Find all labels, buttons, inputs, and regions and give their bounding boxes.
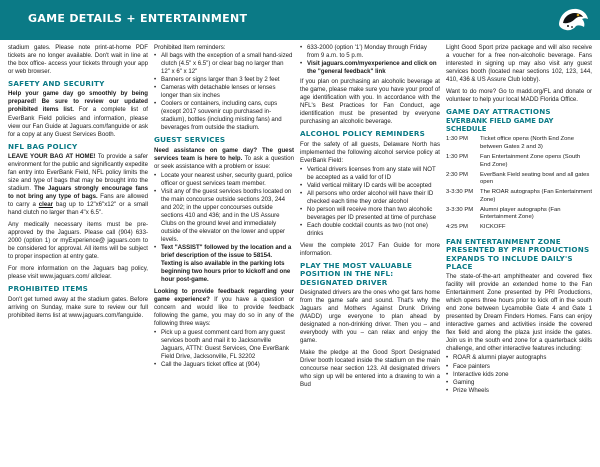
schedule-heading: EVERBANK FIELD GAME DAY SCHEDULE xyxy=(446,116,554,134)
assist-bold-text: Text "ASSIST" followed by the location and a brief description of the issue to 58154. xyxy=(161,244,292,260)
pledge-paragraph: Make the pledge at the Good Sport Designated Driver booth located inside the stadium on the main concourse near section 123. All designated drivers who sign up will be entered into a drawing to win a Bud xyxy=(300,349,440,389)
list-item: • Pick up a guest comment card from any guest services booth and mail it to Jacksonville Jaguars, ATTN: Guest Services, One EverBank Field Drive, Jacksonville, FL 32202 xyxy=(154,329,294,361)
guest-services-paragraph xyxy=(154,147,294,171)
schedule-time: 3-3:30 PM xyxy=(446,206,474,213)
attractions-heading: GAME DAY ATTRACTIONS xyxy=(446,107,551,117)
feedback-list xyxy=(154,329,294,369)
bag-policy-paragraph xyxy=(8,153,148,217)
reminders-list xyxy=(154,52,294,132)
schedule-desc: Ticket office opens (North End Zone between Gates 2 and 3) xyxy=(480,136,574,151)
bag-text-c: bag up to 12"x6"x12" or a small hand clutch no larger than 4"x 6.5". xyxy=(8,201,148,217)
prohibited-heading: PROHIBITED ITEMS xyxy=(8,284,89,294)
table-row xyxy=(446,136,592,154)
list-item: • Interactive kids zone xyxy=(446,371,592,379)
table-row xyxy=(446,172,592,190)
feedback-list-continued xyxy=(300,44,440,76)
safety-paragraph xyxy=(8,90,148,138)
jaguar-logo-icon xyxy=(556,4,590,36)
bag-text-b: Fans are allowed to carry a xyxy=(8,193,148,209)
list-item: • ROAR & alumni player autographs xyxy=(446,354,592,362)
list-item: • Vertical drivers licenses from any state will NOT be accepted as a valid for of ID xyxy=(300,166,440,182)
fan-guide-paragraph: View the complete 2017 Fan Guide for more information. xyxy=(300,241,440,257)
fan-zone-paragraph: The state-of-the-art amphitheater and covered flex facility will provide an extended home to the Fan Entertainment Zone presented by PRI Productions, which opens three hours prior to kick off in the south end zone between Lycamobile Gate 4 and Gate 1 presented by Dream Finders Homes. Fans can enjoy interactive games and activities inside the covered flex field and along the plaza just inside the gates. Join us in the south end zone for a quarterback skills challenge, and other interactive features including: xyxy=(446,273,592,353)
guest-services-list xyxy=(154,172,294,284)
table-row xyxy=(446,189,592,207)
alcohol-heading: ALCOHOL POLICY REMINDERS xyxy=(300,129,426,139)
column-4 xyxy=(446,44,592,463)
list-item: • Visit any of the guest services booths located on the main concourse outside sections 203, 244 and 202; in the upper concourses outside sections 410 and 436; and in the US Assure Clubs on the ground level and immediately outside of the elevator on the lower and upper levels. xyxy=(154,188,294,244)
assist-text: Texting is also available in the parking lots beginning two hours prior to kickoff and one hour post-game. xyxy=(161,260,291,284)
page-title: GAME DETAILS + ENTERTAINMENT xyxy=(28,12,248,25)
table-row xyxy=(446,154,592,172)
list-item: • Locate your nearest usher, security guard, police officer or guest services team member. xyxy=(154,172,294,188)
feedback-paragraph xyxy=(154,288,294,328)
bag-text-a: To provide a safer environment for the public and significantly expedite fan entry into EverBank Field, NFL policy limits the size and type of bags that may be brought into the stadium. xyxy=(8,152,148,192)
schedule-desc: EverBank Field seating bowl and all gates open xyxy=(480,171,590,186)
list-item: • No person will receive more than two alcoholic beverages per ID presented at time of purchase xyxy=(300,206,440,222)
list-item: • Valid vertical military ID cards will be accepted xyxy=(300,182,440,190)
designated-driver-heading: PLAY THE MOST VALUABLE POSITION IN THE NFL: DESIGNATED DRIVER xyxy=(300,261,413,287)
schedule-time: 2:30 PM xyxy=(446,171,468,178)
bag-bold-encourage: The Jaguars strongly encourage fans to not bring any type of bags. xyxy=(8,185,148,201)
list-item: • Prize Wheels xyxy=(446,387,592,395)
schedule-desc: Fan Entertainment Zone opens (South End Zone) xyxy=(480,154,581,168)
schedule-desc: The ROAR autographs (Fan Entertainment Zone) xyxy=(480,189,592,203)
safety-heading: SAFETY AND SECURITY xyxy=(8,79,105,89)
column-2 xyxy=(154,44,294,463)
list-item: • Cameras with detachable lenses or lenses longer than six inches xyxy=(154,84,294,100)
guest-text: To ask a question or seek assistance with a problem or issue: xyxy=(154,154,294,170)
schedule-table xyxy=(446,136,592,234)
feedback-bold-text: Looking to provide feedback regarding your game experience? xyxy=(154,288,294,304)
schedule-time: 3-3:30 PM xyxy=(446,189,474,196)
madd-paragraph: Want to do more? Go to madd.org/FL and donate or volunteer to help your local MADD Florida Office. xyxy=(446,88,592,104)
list-item: • Gaming xyxy=(446,379,592,387)
table-row xyxy=(446,207,592,225)
list-item: • Coolers or containers, including cans, cups (except 2017 souvenir cup purchased in-stadium), bottles (including misting fans) and beverages from outside the stadium. xyxy=(154,100,294,132)
schedule-desc: Alumni player autographs (Fan Entertainment Zone) xyxy=(480,206,561,221)
feedback-text: If you have a question or concern and would like to provide feedback following the game, you may do so in any of the following three ways: xyxy=(154,296,294,328)
reminders-label: Prohibited Item reminders: xyxy=(154,44,226,51)
alcohol-intro-paragraph: If you plan on purchasing an alcoholic beverage at the game, please make sure you have your proof of age identification with you. In accordance with the NFL's Best Practices for Fan Conduct, age identification must be presented by everyone purchasing an alcoholic beverage. xyxy=(300,78,440,126)
bag-bold-lead: LEAVE YOUR BAG AT HOME! xyxy=(8,152,96,160)
prohibited-paragraph: Don't get turned away at the stadium gates. Before arriving on Sunday, make sure to review our full prohibited items list at www.jaguars.com/fanguide. xyxy=(8,295,148,319)
list-item: • Banners or signs larger than 3 feet by 2 feet xyxy=(154,76,294,84)
visit-bold-text: Visit jaguars.com/myexperience and click on the "general feedback" link xyxy=(307,60,437,76)
guest-bold-text: Need assistance on game day? The guest services team is here to help. xyxy=(154,146,294,162)
schedule-desc: KICKOFF xyxy=(480,224,506,231)
list-item: • All bags with the exception of a small hand-sized clutch (4.5" x 6.5") or clear bag no larger than 12" x 6" x 12" xyxy=(154,52,294,76)
prize-paragraph: Light Good Sport prize package and will also receive a voucher for a free non-alcoholic beverage. Fans interested in signing up may also visit any guest services booth (located near sections 102, 123, 144, 410, 436 & US Assure Club lobby). xyxy=(446,44,592,84)
table-row xyxy=(446,224,592,234)
list-item: • Each double cocktail counts as two (not one) drinks xyxy=(300,222,440,238)
bag-policy-heading: NFL BAG POLICY xyxy=(8,141,78,151)
medical-items-paragraph: Any medically necessary items must be pre-approved by the Jaguars. Please call (904) 633-2000 (option 1) or myExperience@ jaguars.com to be considered for approval. All items will be subject to proper inspection at entry gate. xyxy=(8,221,148,261)
column-1 xyxy=(8,44,148,463)
bag-info-paragraph: For more information on the Jaguars bag policy, please visit www.jaguars.com/ allclear. xyxy=(8,265,148,281)
schedule-time: 4:25 PM xyxy=(446,224,468,231)
schedule-time: 1:30 PM xyxy=(446,136,468,143)
list-item xyxy=(300,60,440,76)
alcohol-list xyxy=(300,166,440,238)
guest-services-heading: GUEST SERVICES xyxy=(154,135,226,145)
list-item-continued: • 633-2000 (option '1') Monday through Friday from 9 a.m. to 5 p.m. xyxy=(300,44,440,60)
designated-driver-paragraph: Designated drivers are the ones who get fans home from the game safe and sound. That's why the Jaguars and Mothers Against Drunk Driving (MADD) urge everyone to plan ahead by designated a non-drinking driver. Then you – and everybody with you – can relax and enjoy the game. xyxy=(300,288,440,345)
alcohol-paragraph: For the safety of all guests, Delaware North has implemented the following alcohol service policy at EverBank Field: xyxy=(300,140,440,164)
list-item: • All persons who order alcohol will have their ID checked each time they order alcohol xyxy=(300,190,440,206)
fan-zone-list xyxy=(446,354,592,394)
list-item xyxy=(154,244,294,284)
page-header xyxy=(0,0,600,40)
schedule-time: 1:30 PM xyxy=(446,154,468,160)
bag-clear-word: clear xyxy=(38,201,53,209)
fan-zone-heading: FAN ENTERTAINMENT ZONE PRESENTED BY PRI PRODUCTIONS EXPANDS TO INCLUDE DAILY'S PLACE xyxy=(446,237,590,271)
tickets-paragraph: stadium gates. Please note print-at-home PDF tickets are no longer available. Don't wait in line at the box office- access your tickets through your app or web browser. xyxy=(8,44,148,76)
column-3 xyxy=(300,44,440,463)
safety-text: For a complete list of EverBank Field policies and information, please view our Fan Guide at Jaguars.com/fanguide or ask for a copy at any Guest Services Booth. xyxy=(8,106,148,138)
safety-bold-text: Help your game day go smoothly by being prepared! Be sure to review our updated prohibited items list. xyxy=(8,90,148,114)
list-item: • Call the Jaguars ticket office at (904) xyxy=(154,361,294,369)
list-item: • Face painters xyxy=(446,363,592,371)
